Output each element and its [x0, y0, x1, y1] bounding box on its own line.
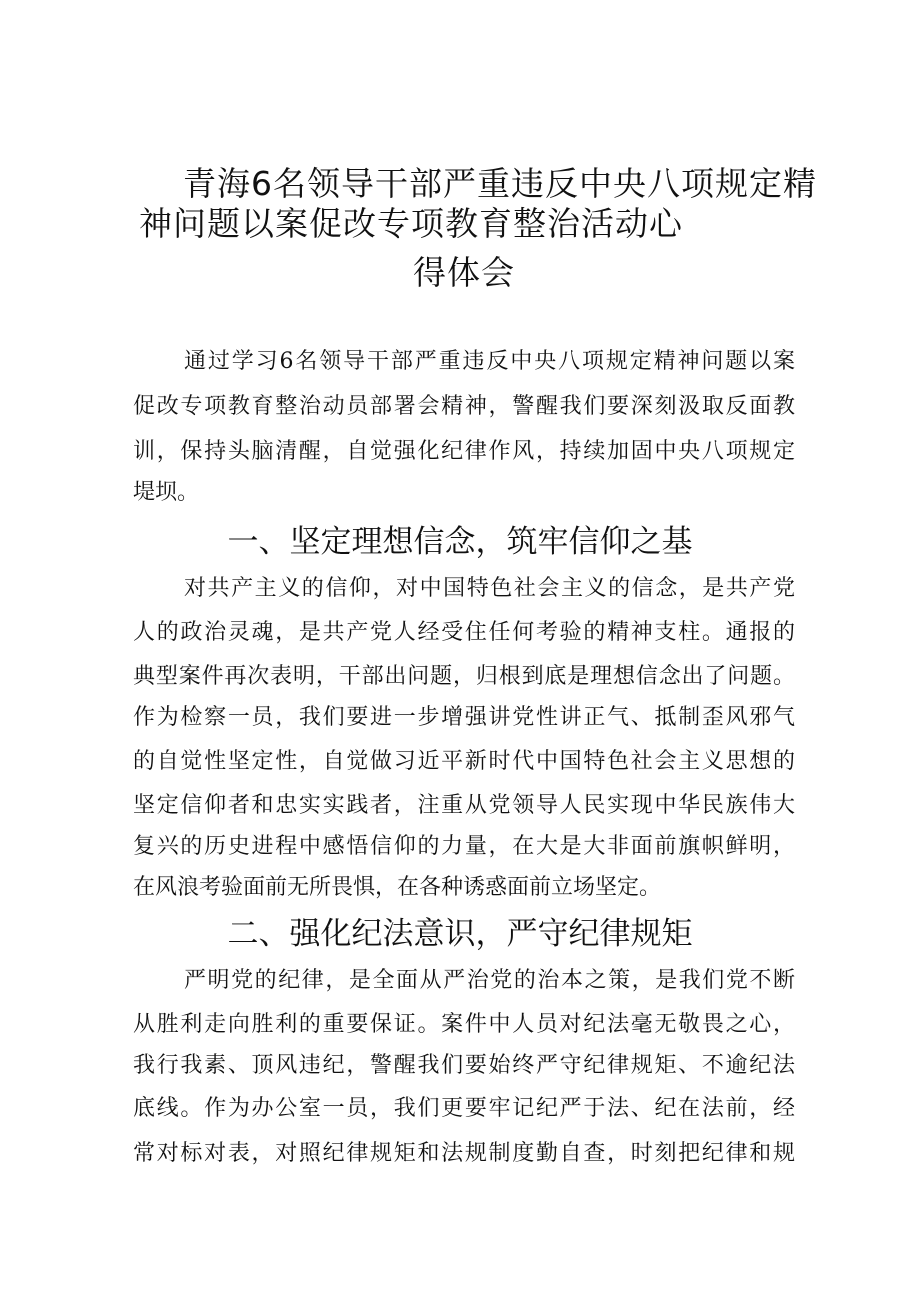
section-2-line: 从胜利走向胜利的重要保证。案件中人员对纪法毫无敬畏之心， [133, 1012, 795, 1037]
section-1-line: 坚定信仰者和忠实实践者，注重从党领导人民实现中华民族伟大 [133, 793, 795, 818]
section-heading-2: 二、强化纪法意识，严守纪律规矩 [227, 916, 693, 952]
section-1-line: 对共产主义的信仰，对中国特色社会主义的信念，是共产党 [184, 576, 795, 601]
section-1-line: 典型案件再次表明，干部出问题，归根到底是理想信念出了问题。 [133, 664, 795, 689]
title-line-1: 青海6名领导干部严重违反中央八项规定精 [183, 164, 817, 203]
section-2-line: 常对标对表，对照纪律规矩和法规制度勤自查，时刻把纪律和规 [133, 1141, 795, 1166]
intro-line: 通过学习6名领导干部严重违反中央八项规定精神问题以案 [184, 349, 795, 374]
section-1-line: 的自觉性坚定性，自觉做习近平新时代中国特色社会主义思想的 [133, 749, 795, 774]
intro-line: 训，保持头脑清醒，自觉强化纪律作风，持续加固中央八项规定 [133, 439, 795, 464]
section-heading-1: 一、坚定理想信念，筑牢信仰之基 [227, 524, 693, 560]
section-2-line: 严明党的纪律，是全面从严治党的治本之策，是我们党不断 [184, 968, 795, 993]
intro-line: 促改专项教育整治动员部署会精神，警醒我们要深刻汲取反面教 [133, 394, 795, 419]
section-1-line: 复兴的历史进程中感悟信仰的力量，在大是大非面前旗帜鲜明， [133, 834, 795, 859]
section-1-line: 在风浪考验面前无所畏惧，在各种诱惑面前立场坚定。 [133, 875, 662, 900]
title-line-3: 得体会 [413, 253, 515, 292]
section-2-line: 我行我素、顶风违纪，警醒我们要始终严守纪律规矩、不逾纪法 [133, 1053, 795, 1078]
section-2-line: 底线。作为办公室一员，我们更要牢记纪严于法、纪在法前，经 [133, 1096, 795, 1121]
title-line-2: 神问题以案促改专项教育整治活动心 [139, 204, 683, 243]
intro-line: 堤坝。 [133, 480, 200, 505]
section-1-line: 人的政治灵魂，是共产党人经受住任何考验的精神支柱。通报的 [133, 620, 795, 645]
section-1-line: 作为检察一员，我们要进一步增强讲党性讲正气、抵制歪风邪气 [133, 705, 795, 730]
